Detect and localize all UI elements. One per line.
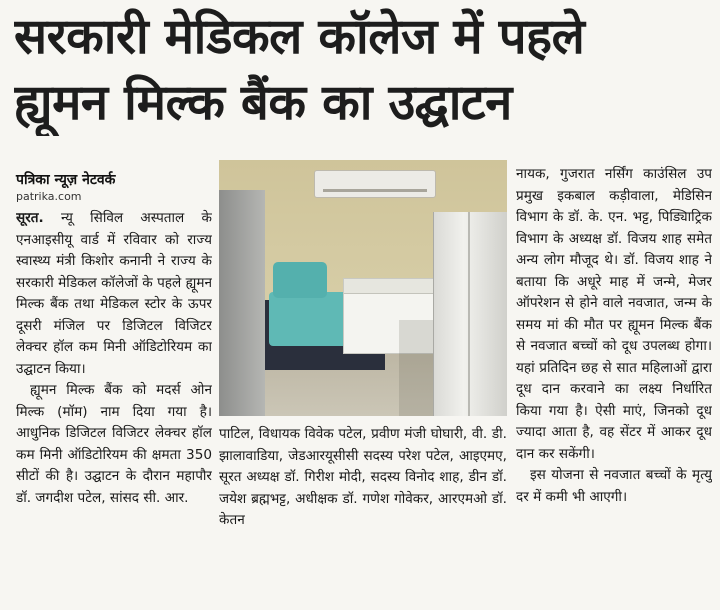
- news-photo: [219, 160, 507, 416]
- paragraph-3: पाटिल, विधायक विवेक पटेल, प्रवीण मंजी घोघारी, वी. डी. झालावाडिया, जेडआरयूसीसी सदस्य परेश पटेल, आइएमए, सूरत अध्यक्ष डॉ. गिरीश मोदी, सदस्य विनोद शाह, डीन डॉ. जयेश ब्रह्मभट्ट, अधीक्षक डॉ. गणेश गोवेकर, आरएमओ डॉ. केतन: [219, 426, 507, 528]
- air-conditioner-icon: [314, 170, 436, 198]
- dateline: सूरत.: [16, 210, 44, 226]
- article-column-2: [219, 424, 507, 608]
- paragraph-1: [16, 208, 212, 380]
- paragraph-4: नायक, गुजरात नर्सिंग काउंसिल उप प्रमुख इकबाल कड़ीवाला, मेडिसिन विभाग के डॉ. के. एन. भट्ट, पिड्यािट्रिक विभाग के अध्यक्ष डॉ. विजय शाह समेत अन्य लोग मौजूद थे। डॉ. विजय शाह ने बताया कि अधूरे माह में जन्मे, मेजर ऑपरेशन से होने वाले नवजात, जन्म के समय मां की मौत पर ह्यूमन मिल्क बैंक से नवजात बच्चों को दूध उपलब्ध होगा। यहां प्रतिदिन छह से सात महिलाओं द्वारा दूध दान करवाने का लक्ष्य निर्धारित किया गया है। ऐसी माएं, जिनको दूध ज्यादा आता है, वह सेंटर में आकर दूध दान कर सकेंगी।: [516, 166, 712, 462]
- headline-line-2: ह्यूमन मिल्क बैंक का उद्घाटन: [14, 74, 512, 131]
- paragraph-1-text: न्यू सिविल अस्पताल के एनआइसीयू वार्ड में रविवार को राज्य स्वास्थ्य मंत्री किशोर कनानी ने राज्य के सरकारी मेडिकल कॉलेजों के पहले ह्यूमन मिल्क बैंक तथा मेडिकल स्टोर के ऊपर दूसरी मंजिल पर डिजिटल विजिटर लेक्चर हॉल कम मिनी ऑडिटोरियम का उद्घाटन किया।: [16, 210, 212, 377]
- paragraph-5-text: इस योजना से नवजात बच्चों के मृत्यु दर में कमी भी आएगी।: [516, 467, 712, 505]
- paragraph-2: [16, 380, 212, 509]
- article-column-3: [516, 164, 712, 610]
- headline: [14, 4, 714, 136]
- byline: पत्रिका न्यूज़ नेटवर्क: [16, 172, 116, 188]
- door-icon: [219, 190, 265, 416]
- article-column-1: [16, 208, 212, 608]
- headline-line-1: सरकारी मेडिकल कॉलेज में पहले: [14, 8, 585, 65]
- paragraph-5: [516, 465, 712, 508]
- paragraph-2-text: ह्यूमन मिल्क बैंक को मदर्स ओन मिल्क (मॉम) नाम दिया गया है। आधुनिक डिजिटल विजिटर लेक्चर हॉल कम मिनी ऑडिटोरियम की क्षमता 350 सीटों की है। उद्घाटन के दौरान महापौर डॉ. जगदीश पटेल, सांसद सी. आर.: [16, 382, 212, 506]
- source-site: patrika.com: [16, 190, 82, 203]
- refrigerator-icon: [433, 212, 507, 416]
